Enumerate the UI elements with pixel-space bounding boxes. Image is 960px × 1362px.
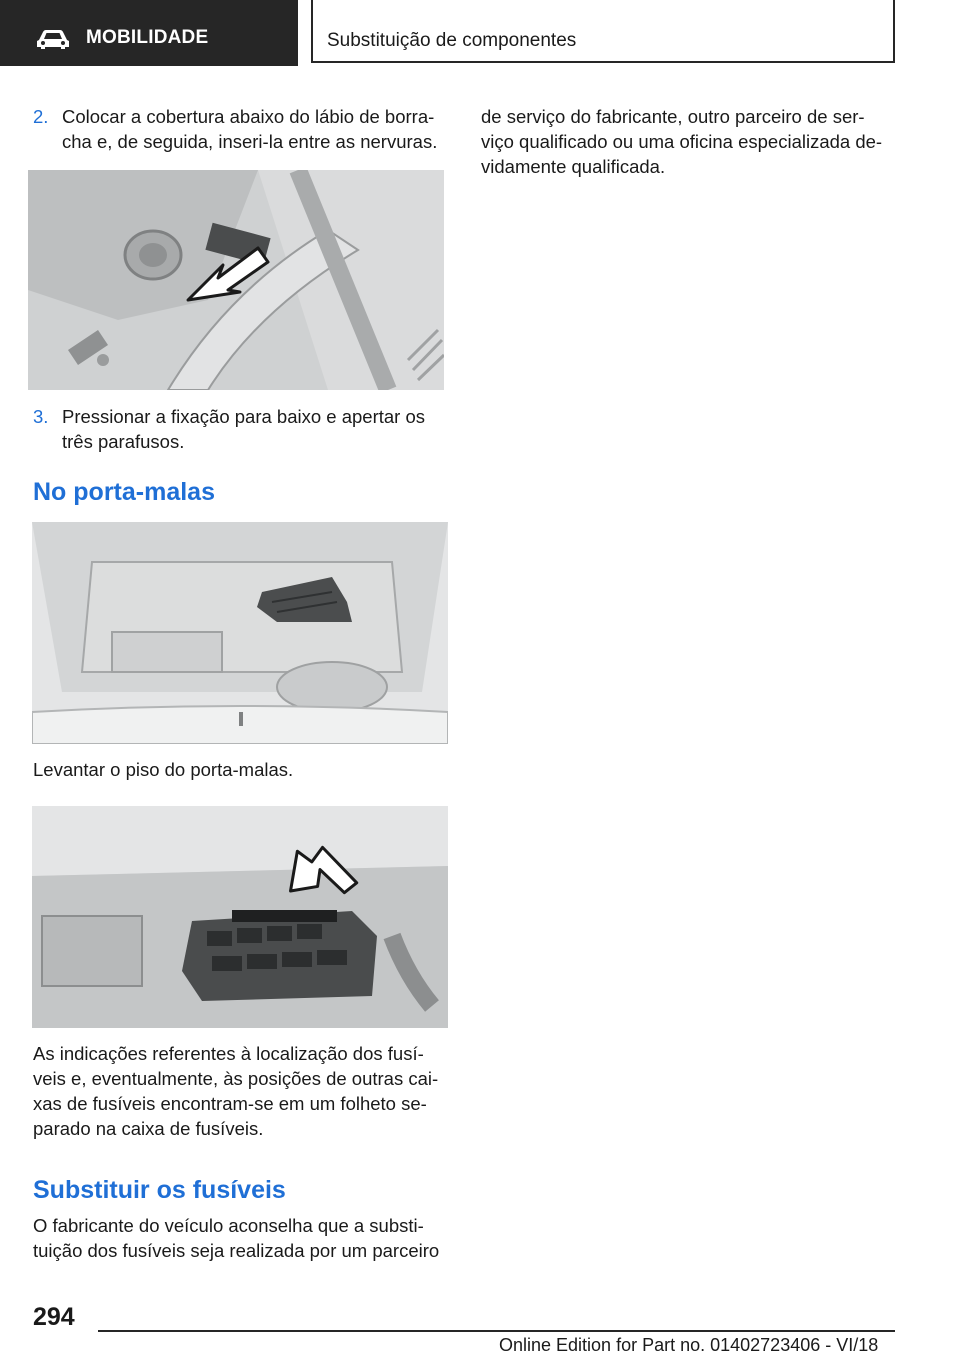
- chapter-tab-label: Substituição de componentes: [327, 30, 577, 51]
- car-icon: [36, 28, 70, 50]
- fuse-box-photo: [32, 806, 448, 1028]
- section-tab: [0, 0, 298, 66]
- chapter-tab: [311, 0, 895, 63]
- step-3: [33, 404, 445, 454]
- step-number: 2.: [33, 106, 49, 127]
- page-number: 294: [33, 1303, 75, 1331]
- paragraph-line: O fabricante do veículo aconselha que a substi-: [33, 1215, 424, 1236]
- paragraph-continued: [481, 104, 896, 179]
- trunk-floor-photo: [32, 522, 448, 744]
- paragraph-line: parado na caixa de fusíveis.: [33, 1118, 264, 1139]
- section-heading-trunk: No porta-malas: [33, 478, 215, 506]
- step-2: [33, 104, 445, 154]
- footer-divider: [98, 1330, 895, 1332]
- paragraph-line: tuição dos fusíveis seja realizada por um parceiro: [33, 1240, 440, 1261]
- paragraph-replace-fuses: [33, 1213, 448, 1263]
- step-text-line: Colocar a cobertura abaixo do lábio de borra-: [62, 106, 435, 127]
- step-number: 3.: [33, 406, 49, 427]
- paragraph-line: de serviço do fabricante, outro parceiro de ser-: [481, 106, 865, 127]
- step-text-line: três parafusos.: [62, 431, 185, 452]
- paragraph-line: veis e, eventualmente, às posições de outras cai-: [33, 1068, 439, 1089]
- engine-bay-cover-photo: [28, 170, 444, 390]
- section-tab-label: MOBILIDADE: [86, 27, 209, 48]
- paragraph-line: vidamente qualificada.: [481, 156, 666, 177]
- footer-edition: [499, 1335, 878, 1356]
- page-header: [0, 0, 960, 66]
- edition-text: Online Edition for Part no. 01402723406 - VI/18: [499, 1335, 879, 1355]
- step-text-line: Pressionar a fixação para baixo e apertar os: [62, 406, 426, 427]
- caption-lift-floor: Levantar o piso do porta-malas.: [33, 759, 294, 780]
- paragraph-line: viço qualificado ou uma oficina especializada de-: [481, 131, 883, 152]
- step-text-line: cha e, de seguida, inseri-la entre as nervuras.: [62, 131, 438, 152]
- paragraph-fuse-indications: [33, 1041, 448, 1141]
- paragraph-line: xas de fusíveis encontram-se em um folheto se-: [33, 1093, 427, 1114]
- section-heading-replace-fuses: Substituir os fusíveis: [33, 1176, 286, 1204]
- paragraph-line: As indicações referentes à localização dos fusí-: [33, 1043, 424, 1064]
